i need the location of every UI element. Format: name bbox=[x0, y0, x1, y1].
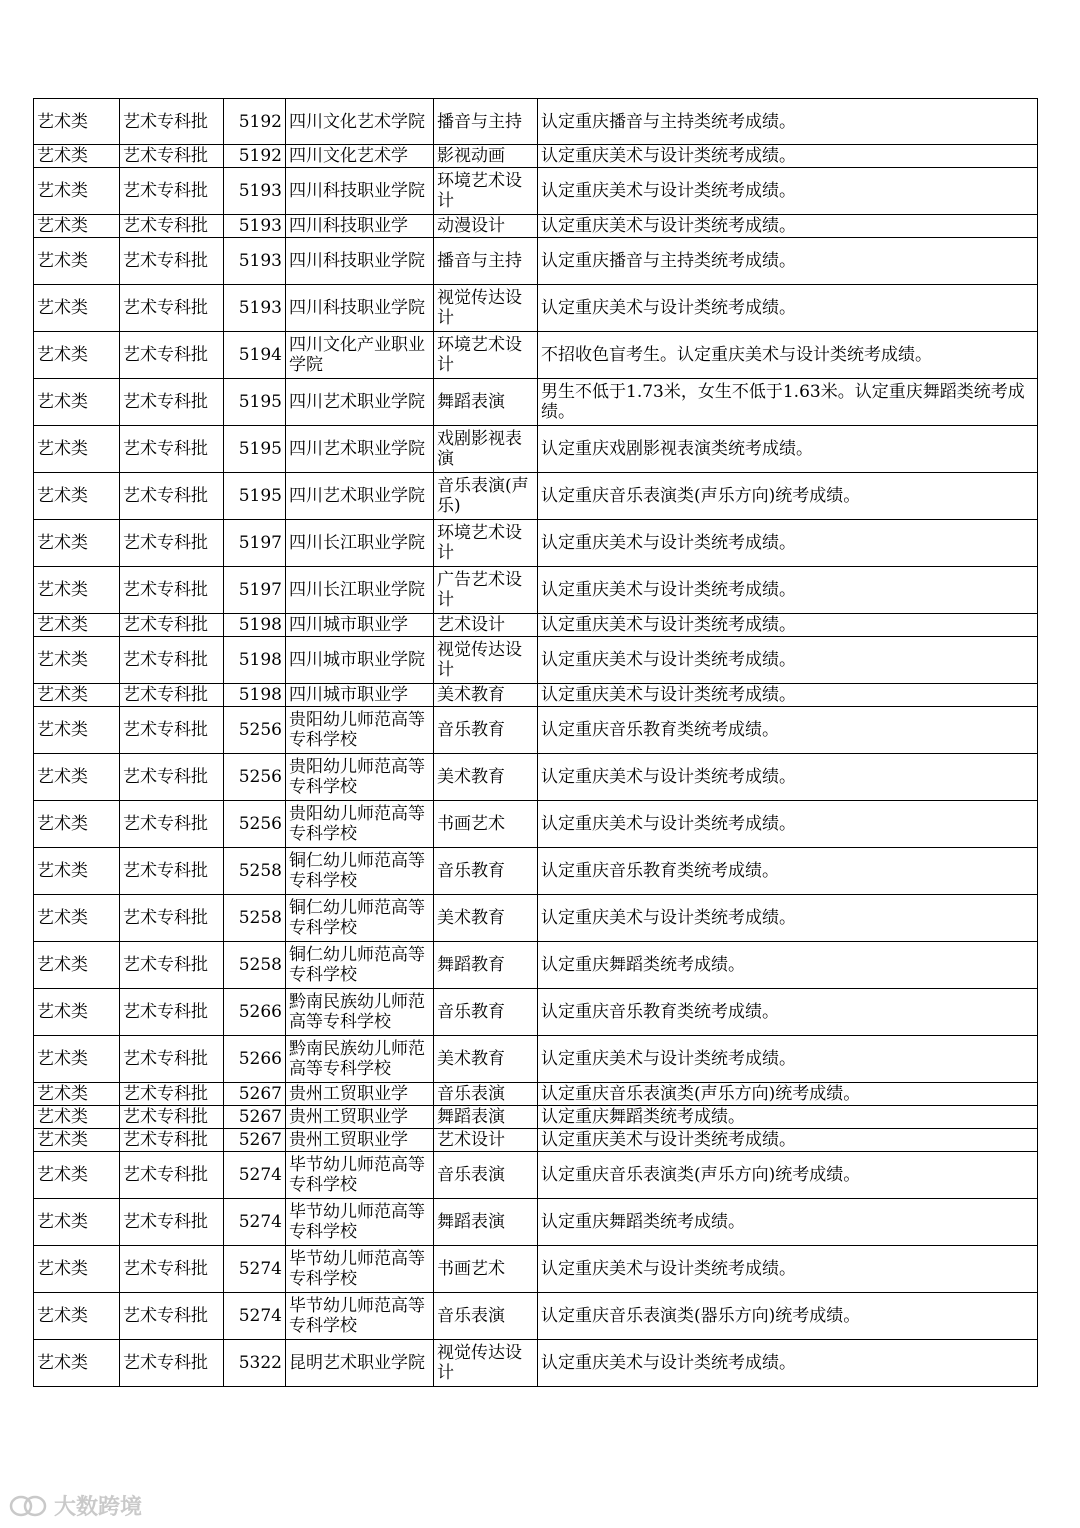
cell-category: 艺术类 bbox=[34, 238, 120, 285]
table-row bbox=[34, 1129, 1038, 1152]
table-row bbox=[34, 1199, 1038, 1246]
cell-note: 认定重庆美术与设计类统考成绩。 bbox=[538, 215, 1038, 238]
table-row bbox=[34, 168, 1038, 215]
cell-note: 认定重庆美术与设计类统考成绩。 bbox=[538, 754, 1038, 801]
cell-batch: 艺术专科批 bbox=[120, 942, 224, 989]
cell-major: 书画艺术 bbox=[434, 1246, 538, 1293]
cell-note: 认定重庆美术与设计类统考成绩。 bbox=[538, 801, 1038, 848]
cell-category: 艺术类 bbox=[34, 1152, 120, 1199]
cell-note: 认定重庆音乐表演类(声乐方向)统考成绩。 bbox=[538, 473, 1038, 520]
cell-category: 艺术类 bbox=[34, 895, 120, 942]
cell-school: 四川城市职业学 bbox=[286, 614, 434, 637]
cell-category: 艺术类 bbox=[34, 1106, 120, 1129]
table-row bbox=[34, 848, 1038, 895]
cell-major: 播音与主持 bbox=[434, 99, 538, 145]
cell-school: 贵阳幼儿师范高等专科学校 bbox=[286, 801, 434, 848]
cell-school: 四川科技职业学院 bbox=[286, 285, 434, 332]
cell-school: 贵州工贸职业学 bbox=[286, 1083, 434, 1106]
cell-batch: 艺术专科批 bbox=[120, 145, 224, 168]
table-row bbox=[34, 801, 1038, 848]
cell-code: 5266 bbox=[224, 1036, 286, 1083]
cell-code: 5198 bbox=[224, 614, 286, 637]
cell-note: 认定重庆音乐教育类统考成绩。 bbox=[538, 989, 1038, 1036]
watermark-text: 大数跨境 bbox=[54, 1495, 143, 1520]
cell-batch: 艺术专科批 bbox=[120, 520, 224, 567]
cell-major: 视觉传达设计 bbox=[434, 285, 538, 332]
cell-note: 认定重庆音乐表演类(器乐方向)统考成绩。 bbox=[538, 1293, 1038, 1340]
cell-category: 艺术类 bbox=[34, 707, 120, 754]
cell-major: 艺术设计 bbox=[434, 614, 538, 637]
cell-major: 美术教育 bbox=[434, 1036, 538, 1083]
cell-school: 四川艺术职业学院 bbox=[286, 473, 434, 520]
cell-note: 认定重庆音乐教育类统考成绩。 bbox=[538, 707, 1038, 754]
table-row bbox=[34, 238, 1038, 285]
cell-school: 昆明艺术职业学院 bbox=[286, 1340, 434, 1387]
cell-category: 艺术类 bbox=[34, 942, 120, 989]
cell-note: 认定重庆美术与设计类统考成绩。 bbox=[538, 637, 1038, 684]
cell-batch: 艺术专科批 bbox=[120, 1129, 224, 1152]
table-row bbox=[34, 215, 1038, 238]
cell-batch: 艺术专科批 bbox=[120, 238, 224, 285]
cell-note: 男生不低于1.73米，女生不低于1.63米。认定重庆舞蹈类统考成绩。 bbox=[538, 379, 1038, 426]
cell-code: 5192 bbox=[224, 99, 286, 145]
cell-batch: 艺术专科批 bbox=[120, 707, 224, 754]
table-row bbox=[34, 1106, 1038, 1129]
cell-major: 舞蹈教育 bbox=[434, 942, 538, 989]
cell-major: 美术教育 bbox=[434, 754, 538, 801]
cell-major: 舞蹈表演 bbox=[434, 1199, 538, 1246]
cell-batch: 艺术专科批 bbox=[120, 1293, 224, 1340]
cell-code: 5198 bbox=[224, 637, 286, 684]
cell-category: 艺术类 bbox=[34, 145, 120, 168]
cell-major: 播音与主持 bbox=[434, 238, 538, 285]
cell-major: 环境艺术设计 bbox=[434, 168, 538, 215]
cell-category: 艺术类 bbox=[34, 285, 120, 332]
cell-school: 四川科技职业学院 bbox=[286, 168, 434, 215]
cell-category: 艺术类 bbox=[34, 754, 120, 801]
watermark bbox=[8, 1490, 142, 1521]
cell-batch: 艺术专科批 bbox=[120, 567, 224, 614]
watermark-logo-icon bbox=[8, 1493, 48, 1519]
cell-major: 音乐教育 bbox=[434, 989, 538, 1036]
cell-note: 认定重庆舞蹈类统考成绩。 bbox=[538, 1199, 1038, 1246]
cell-note: 认定重庆美术与设计类统考成绩。 bbox=[538, 1246, 1038, 1293]
table-row bbox=[34, 614, 1038, 637]
cell-code: 5198 bbox=[224, 684, 286, 707]
cell-note: 认定重庆舞蹈类统考成绩。 bbox=[538, 1106, 1038, 1129]
cell-batch: 艺术专科批 bbox=[120, 754, 224, 801]
table-row bbox=[34, 637, 1038, 684]
cell-category: 艺术类 bbox=[34, 989, 120, 1036]
cell-note: 认定重庆美术与设计类统考成绩。 bbox=[538, 895, 1038, 942]
cell-school: 黔南民族幼儿师范高等专科学校 bbox=[286, 989, 434, 1036]
cell-category: 艺术类 bbox=[34, 684, 120, 707]
cell-major: 音乐表演(声乐) bbox=[434, 473, 538, 520]
cell-note: 认定重庆美术与设计类统考成绩。 bbox=[538, 285, 1038, 332]
table-row bbox=[34, 520, 1038, 567]
cell-school: 毕节幼儿师范高等专科学校 bbox=[286, 1152, 434, 1199]
cell-note: 认定重庆音乐表演类(声乐方向)统考成绩。 bbox=[538, 1152, 1038, 1199]
table-row bbox=[34, 332, 1038, 379]
cell-code: 5256 bbox=[224, 801, 286, 848]
cell-code: 5195 bbox=[224, 426, 286, 473]
table-row bbox=[34, 473, 1038, 520]
cell-batch: 艺术专科批 bbox=[120, 1036, 224, 1083]
cell-code: 5193 bbox=[224, 215, 286, 238]
cell-code: 5258 bbox=[224, 848, 286, 895]
cell-major: 音乐教育 bbox=[434, 707, 538, 754]
cell-note: 认定重庆戏剧影视表演类统考成绩。 bbox=[538, 426, 1038, 473]
cell-school: 四川科技职业学 bbox=[286, 215, 434, 238]
cell-note: 不招收色盲考生。认定重庆美术与设计类统考成绩。 bbox=[538, 332, 1038, 379]
cell-note: 认定重庆美术与设计类统考成绩。 bbox=[538, 520, 1038, 567]
cell-batch: 艺术专科批 bbox=[120, 379, 224, 426]
table-row bbox=[34, 942, 1038, 989]
cell-batch: 艺术专科批 bbox=[120, 1246, 224, 1293]
table-row bbox=[34, 707, 1038, 754]
cell-batch: 艺术专科批 bbox=[120, 1340, 224, 1387]
cell-school: 铜仁幼儿师范高等专科学校 bbox=[286, 942, 434, 989]
cell-code: 5195 bbox=[224, 473, 286, 520]
cell-batch: 艺术专科批 bbox=[120, 614, 224, 637]
cell-major: 广告艺术设计 bbox=[434, 567, 538, 614]
cell-school: 四川艺术职业学院 bbox=[286, 379, 434, 426]
table-row bbox=[34, 684, 1038, 707]
cell-batch: 艺术专科批 bbox=[120, 848, 224, 895]
cell-school: 四川科技职业学院 bbox=[286, 238, 434, 285]
cell-school: 贵阳幼儿师范高等专科学校 bbox=[286, 754, 434, 801]
cell-batch: 艺术专科批 bbox=[120, 989, 224, 1036]
cell-batch: 艺术专科批 bbox=[120, 285, 224, 332]
cell-major: 音乐表演 bbox=[434, 1152, 538, 1199]
cell-note: 认定重庆美术与设计类统考成绩。 bbox=[538, 145, 1038, 168]
cell-major: 音乐表演 bbox=[434, 1083, 538, 1106]
cell-category: 艺术类 bbox=[34, 473, 120, 520]
cell-major: 环境艺术设计 bbox=[434, 332, 538, 379]
cell-major: 音乐表演 bbox=[434, 1293, 538, 1340]
cell-major: 环境艺术设计 bbox=[434, 520, 538, 567]
cell-batch: 艺术专科批 bbox=[120, 473, 224, 520]
cell-category: 艺术类 bbox=[34, 1036, 120, 1083]
cell-batch: 艺术专科批 bbox=[120, 637, 224, 684]
table-row bbox=[34, 145, 1038, 168]
table-row bbox=[34, 1083, 1038, 1106]
cell-category: 艺术类 bbox=[34, 1083, 120, 1106]
cell-school: 贵州工贸职业学 bbox=[286, 1106, 434, 1129]
cell-category: 艺术类 bbox=[34, 567, 120, 614]
cell-code: 5194 bbox=[224, 332, 286, 379]
cell-code: 5266 bbox=[224, 989, 286, 1036]
cell-school: 黔南民族幼儿师范高等专科学校 bbox=[286, 1036, 434, 1083]
cell-note: 认定重庆播音与主持类统考成绩。 bbox=[538, 99, 1038, 145]
cell-code: 5256 bbox=[224, 707, 286, 754]
cell-note: 认定重庆美术与设计类统考成绩。 bbox=[538, 1129, 1038, 1152]
cell-batch: 艺术专科批 bbox=[120, 332, 224, 379]
cell-school: 四川城市职业学 bbox=[286, 684, 434, 707]
cell-category: 艺术类 bbox=[34, 1246, 120, 1293]
cell-category: 艺术类 bbox=[34, 379, 120, 426]
cell-code: 5274 bbox=[224, 1152, 286, 1199]
cell-note: 认定重庆美术与设计类统考成绩。 bbox=[538, 567, 1038, 614]
cell-category: 艺术类 bbox=[34, 1293, 120, 1340]
cell-code: 5258 bbox=[224, 895, 286, 942]
cell-major: 美术教育 bbox=[434, 684, 538, 707]
cell-note: 认定重庆美术与设计类统考成绩。 bbox=[538, 684, 1038, 707]
cell-code: 5195 bbox=[224, 379, 286, 426]
cell-school: 四川文化艺术学院 bbox=[286, 99, 434, 145]
cell-note: 认定重庆美术与设计类统考成绩。 bbox=[538, 614, 1038, 637]
table-row bbox=[34, 895, 1038, 942]
cell-code: 5267 bbox=[224, 1083, 286, 1106]
cell-school: 毕节幼儿师范高等专科学校 bbox=[286, 1293, 434, 1340]
cell-code: 5274 bbox=[224, 1199, 286, 1246]
cell-category: 艺术类 bbox=[34, 1129, 120, 1152]
cell-code: 5197 bbox=[224, 520, 286, 567]
cell-major: 影视动画 bbox=[434, 145, 538, 168]
cell-note: 认定重庆播音与主持类统考成绩。 bbox=[538, 238, 1038, 285]
cell-category: 艺术类 bbox=[34, 168, 120, 215]
cell-school: 四川长江职业学院 bbox=[286, 567, 434, 614]
cell-code: 5322 bbox=[224, 1340, 286, 1387]
admissions-table bbox=[33, 98, 1038, 1387]
cell-school: 铜仁幼儿师范高等专科学校 bbox=[286, 895, 434, 942]
table-row bbox=[34, 1036, 1038, 1083]
cell-category: 艺术类 bbox=[34, 99, 120, 145]
cell-code: 5193 bbox=[224, 168, 286, 215]
cell-batch: 艺术专科批 bbox=[120, 426, 224, 473]
table-row bbox=[34, 99, 1038, 145]
cell-code: 5267 bbox=[224, 1129, 286, 1152]
cell-batch: 艺术专科批 bbox=[120, 99, 224, 145]
cell-major: 美术教育 bbox=[434, 895, 538, 942]
table-row bbox=[34, 285, 1038, 332]
cell-batch: 艺术专科批 bbox=[120, 168, 224, 215]
table-row bbox=[34, 1293, 1038, 1340]
cell-major: 舞蹈表演 bbox=[434, 1106, 538, 1129]
cell-school: 四川文化产业职业学院 bbox=[286, 332, 434, 379]
cell-category: 艺术类 bbox=[34, 215, 120, 238]
table-row bbox=[34, 379, 1038, 426]
cell-code: 5193 bbox=[224, 285, 286, 332]
cell-school: 四川长江职业学院 bbox=[286, 520, 434, 567]
cell-major: 艺术设计 bbox=[434, 1129, 538, 1152]
cell-category: 艺术类 bbox=[34, 614, 120, 637]
cell-major: 音乐教育 bbox=[434, 848, 538, 895]
cell-note: 认定重庆音乐教育类统考成绩。 bbox=[538, 848, 1038, 895]
cell-school: 四川艺术职业学院 bbox=[286, 426, 434, 473]
cell-batch: 艺术专科批 bbox=[120, 1106, 224, 1129]
cell-note: 认定重庆舞蹈类统考成绩。 bbox=[538, 942, 1038, 989]
cell-code: 5193 bbox=[224, 238, 286, 285]
cell-school: 四川文化艺术学 bbox=[286, 145, 434, 168]
cell-note: 认定重庆美术与设计类统考成绩。 bbox=[538, 1036, 1038, 1083]
cell-category: 艺术类 bbox=[34, 637, 120, 684]
cell-category: 艺术类 bbox=[34, 426, 120, 473]
table-body bbox=[34, 99, 1038, 1387]
cell-school: 四川城市职业学院 bbox=[286, 637, 434, 684]
cell-major: 视觉传达设计 bbox=[434, 637, 538, 684]
cell-major: 动漫设计 bbox=[434, 215, 538, 238]
cell-note: 认定重庆美术与设计类统考成绩。 bbox=[538, 168, 1038, 215]
cell-batch: 艺术专科批 bbox=[120, 801, 224, 848]
cell-major: 戏剧影视表演 bbox=[434, 426, 538, 473]
cell-category: 艺术类 bbox=[34, 1340, 120, 1387]
cell-batch: 艺术专科批 bbox=[120, 215, 224, 238]
cell-code: 5197 bbox=[224, 567, 286, 614]
cell-code: 5192 bbox=[224, 145, 286, 168]
cell-note: 认定重庆音乐表演类(声乐方向)统考成绩。 bbox=[538, 1083, 1038, 1106]
cell-category: 艺术类 bbox=[34, 520, 120, 567]
cell-code: 5258 bbox=[224, 942, 286, 989]
cell-code: 5267 bbox=[224, 1106, 286, 1129]
cell-code: 5274 bbox=[224, 1293, 286, 1340]
cell-category: 艺术类 bbox=[34, 332, 120, 379]
cell-code: 5256 bbox=[224, 754, 286, 801]
table-row bbox=[34, 754, 1038, 801]
cell-batch: 艺术专科批 bbox=[120, 1083, 224, 1106]
cell-school: 铜仁幼儿师范高等专科学校 bbox=[286, 848, 434, 895]
cell-major: 书画艺术 bbox=[434, 801, 538, 848]
cell-category: 艺术类 bbox=[34, 848, 120, 895]
table-row bbox=[34, 1152, 1038, 1199]
cell-category: 艺术类 bbox=[34, 1199, 120, 1246]
cell-code: 5274 bbox=[224, 1246, 286, 1293]
cell-school: 贵阳幼儿师范高等专科学校 bbox=[286, 707, 434, 754]
table-row bbox=[34, 989, 1038, 1036]
cell-major: 视觉传达设计 bbox=[434, 1340, 538, 1387]
cell-school: 毕节幼儿师范高等专科学校 bbox=[286, 1246, 434, 1293]
cell-batch: 艺术专科批 bbox=[120, 684, 224, 707]
table-row bbox=[34, 567, 1038, 614]
cell-batch: 艺术专科批 bbox=[120, 895, 224, 942]
cell-note: 认定重庆美术与设计类统考成绩。 bbox=[538, 1340, 1038, 1387]
cell-batch: 艺术专科批 bbox=[120, 1199, 224, 1246]
table-row bbox=[34, 1340, 1038, 1387]
cell-major: 舞蹈表演 bbox=[434, 379, 538, 426]
cell-batch: 艺术专科批 bbox=[120, 1152, 224, 1199]
cell-school: 贵州工贸职业学 bbox=[286, 1129, 434, 1152]
table-row bbox=[34, 426, 1038, 473]
cell-category: 艺术类 bbox=[34, 801, 120, 848]
table-row bbox=[34, 1246, 1038, 1293]
cell-school: 毕节幼儿师范高等专科学校 bbox=[286, 1199, 434, 1246]
